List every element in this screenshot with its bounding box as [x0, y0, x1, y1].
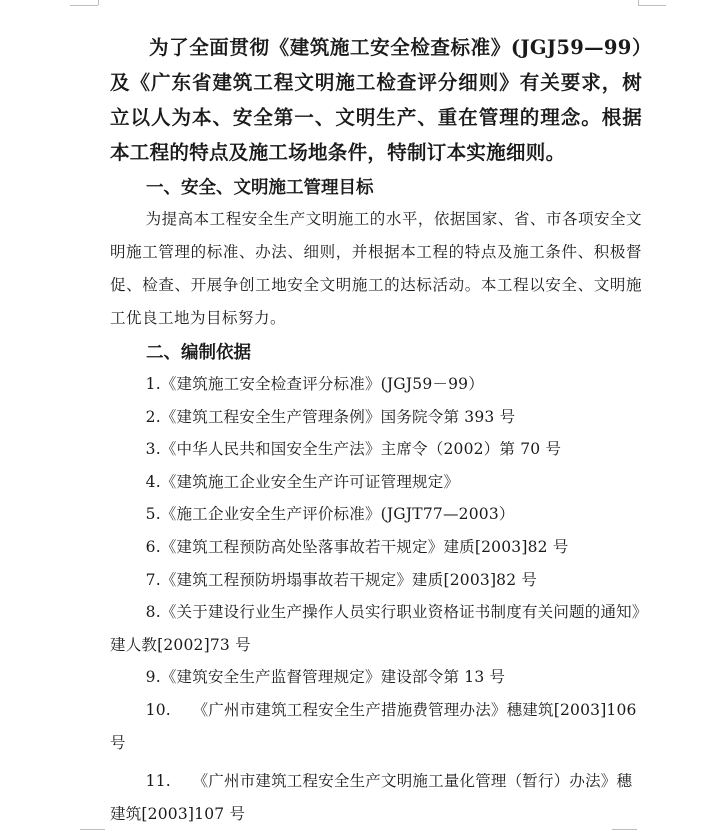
crop-mark-top-left: [70, 5, 98, 6]
crop-mark-top-right: [638, 5, 666, 6]
list-item: 5.《施工企业安全生产评价标准》(JGJT77—2003）: [145, 505, 515, 524]
list-item: 7.《建筑工程预防坍塌事故若干规定》建质[2003]82 号: [145, 570, 538, 589]
crop-mark-bottom-left: [80, 829, 105, 830]
list-item: 9.《建筑安全生产监督管理规定》建设部令第 13 号: [145, 668, 506, 687]
list-item: 8.《关于建设行业生产操作人员实行职业资格证书制度有关问题的通知》建人教[2002]73 号: [110, 603, 640, 654]
crop-mark-top-left: [98, 0, 99, 5]
document-body: [110, 30, 642, 830]
list-item: 4.《建筑施工企业安全生产许可证管理规定》: [145, 472, 460, 491]
list-item: 2.《建筑工程安全生产管理条例》国务院令第 393 号: [145, 407, 516, 426]
list-item: 6.《建筑工程预防高处坠落事故若干规定》建质[2003]82 号: [145, 537, 569, 556]
list-item: 10. 《广州市建筑工程安全生产措施费管理办法》穗建筑[2003]106 号: [110, 700, 637, 752]
list-item: 3.《中华人民共和国安全生产法》主席令（2002）第 70 号: [145, 440, 562, 459]
list-item: 1.《建筑施工安全检查评分标准》(JGJ59－99）: [145, 375, 484, 393]
basis-list: [110, 368, 642, 830]
goals-paragraph: 为提高本工程安全生产文明施工的水平，依据国家、省、市各项安全文明施工管理的标准、办法、细则，并根据本工程的特点及施工条件、积极督促、检查、开展争创工地安全文明施工的达标活动。本工程以安全、文明施工优良工地为目标努力。: [110, 210, 642, 327]
intro-paragraph: 为了全面贯彻《建筑施工安全检查标准》(JGJ59—99）及《广东省建筑工程文明施工检查评分细则》有关要求，树立以人为本、安全第一、文明生产、重在管理的理念。根据本工程的特点及施工场地条件，特制订本实施细则。: [110, 36, 642, 164]
section-heading-goals: 一、安全、文明施工管理目标: [146, 178, 374, 198]
list-item: 11. 《广州市建筑工程安全生产文明施工量化管理（暂行）办法》穗建筑[2003]107 号: [110, 772, 633, 823]
crop-mark-top-right: [638, 0, 639, 5]
section-heading-basis: 二、编制依据: [146, 343, 251, 363]
